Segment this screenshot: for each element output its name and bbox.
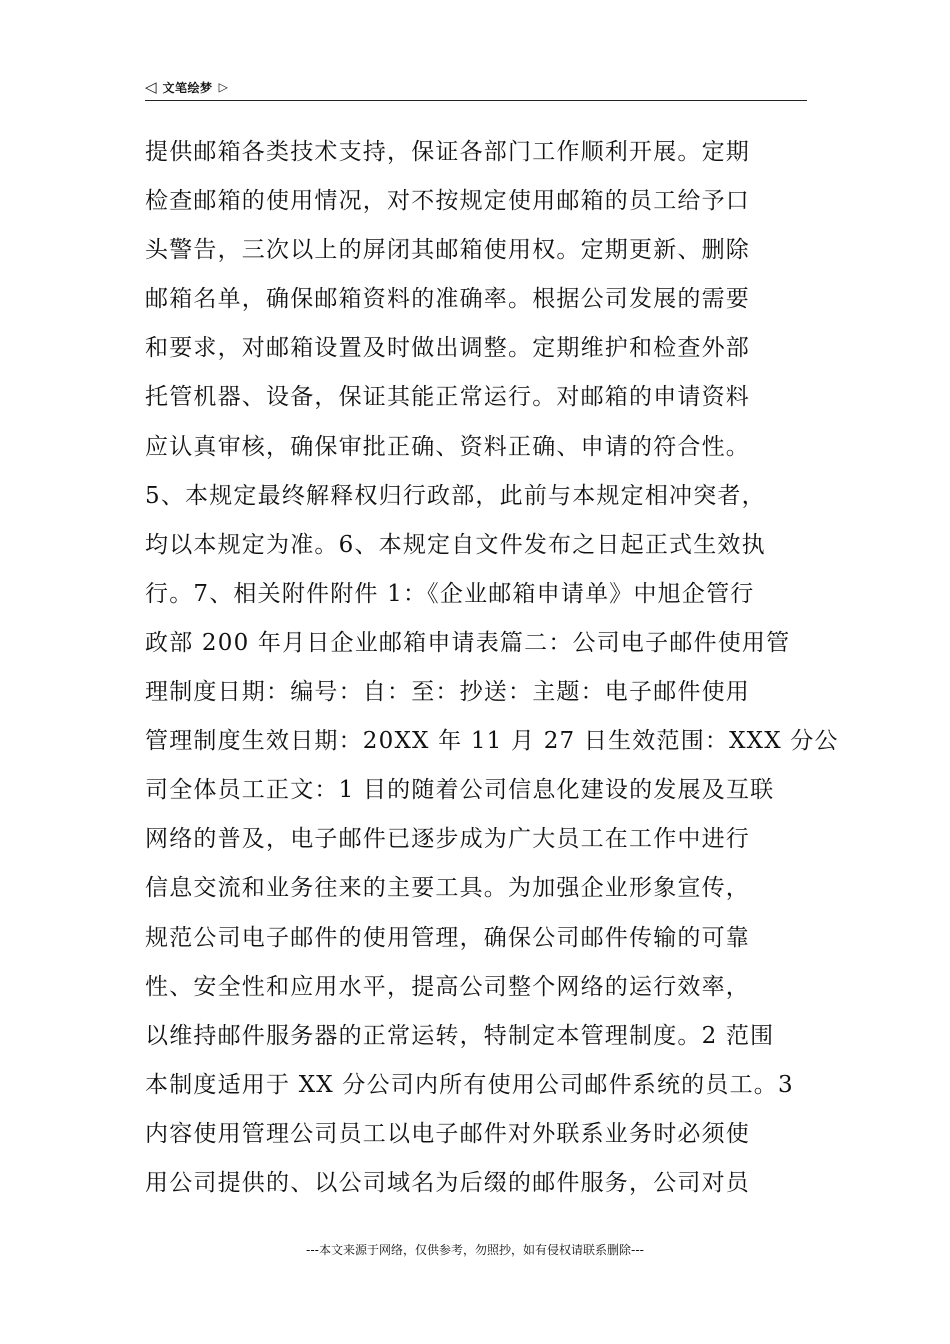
page-header [145, 74, 807, 101]
body-line: 规范公司电子邮件的使用管理，确保公司邮件传输的可靠 [145, 924, 750, 951]
body-line: 政部 200 年月日企业邮箱申请表篇二：公司电子邮件使用管 [145, 629, 791, 656]
body-line: 性、安全性和应用水平，提高公司整个网络的运行效率， [145, 973, 750, 1000]
body-line: 均以本规定为准。6、本规定自文件发布之日起正式生效执 [145, 531, 766, 558]
body-line: 和要求，对邮箱设置及时做出调整。定期维护和检查外部 [145, 335, 750, 362]
body-line: 信息交流和业务往来的主要工具。为加强企业形象宣传， [145, 875, 750, 902]
body-line: 邮箱名单，确保邮箱资料的准确率。根据公司发展的需要 [145, 286, 750, 313]
body-line: 5、本规定最终解释权归行政部，此前与本规定相冲突者， [145, 482, 766, 509]
body-line: 本制度适用于 XX 分公司内所有使用公司邮件系统的员工。3 [145, 1071, 794, 1098]
body-line: 内容使用管理公司员工以电子邮件对外联系业务时必须使 [145, 1120, 750, 1147]
header-brand: 文笔绘梦 [162, 80, 213, 95]
body-line: 管理制度生效日期：20XX 年 11 月 27 日生效范围：XXX 分公 [145, 728, 839, 755]
body-line: 用公司提供的、以公司域名为后缀的邮件服务，公司对员 [145, 1169, 750, 1196]
triangle-left-icon: ◁ [145, 77, 157, 96]
body-line: 司全体员工正文：1 目的随着公司信息化建设的发展及互联 [145, 777, 775, 804]
body-line: 提供邮箱各类技术支持，保证各部门工作顺利开展。定期 [145, 139, 750, 165]
body-line: 检查邮箱的使用情况，对不按规定使用邮箱的员工给予口 [145, 188, 750, 215]
body-line: 网络的普及，电子邮件已逐步成为广大员工在工作中进行 [145, 826, 750, 853]
body-line: 头警告，三次以上的屏闭其邮箱使用权。定期更新、删除 [145, 237, 750, 264]
body-line: 应认真审核，确保审批正确、资料正确、申请的符合性。 [145, 433, 750, 460]
triangle-right-icon: ▷ [218, 80, 228, 94]
body-line: 以维持邮件服务器的正常运转，特制定本管理制度。2 范围 [145, 1022, 775, 1049]
body-line: 托管机器、设备，保证其能正常运行。对邮箱的申请资料 [145, 384, 750, 411]
page-footer: ---本文来源于网络，仅供参考，勿照抄，如有侵权请联系删除--- [306, 1243, 644, 1257]
body-line: 行。7、相关附件附件 1：《企业邮箱申请单》中旭企管行 [145, 580, 755, 607]
body-line: 理制度日期：编号：自：至：抄送：主题：电子邮件使用 [145, 679, 750, 706]
document-body [145, 128, 839, 1208]
